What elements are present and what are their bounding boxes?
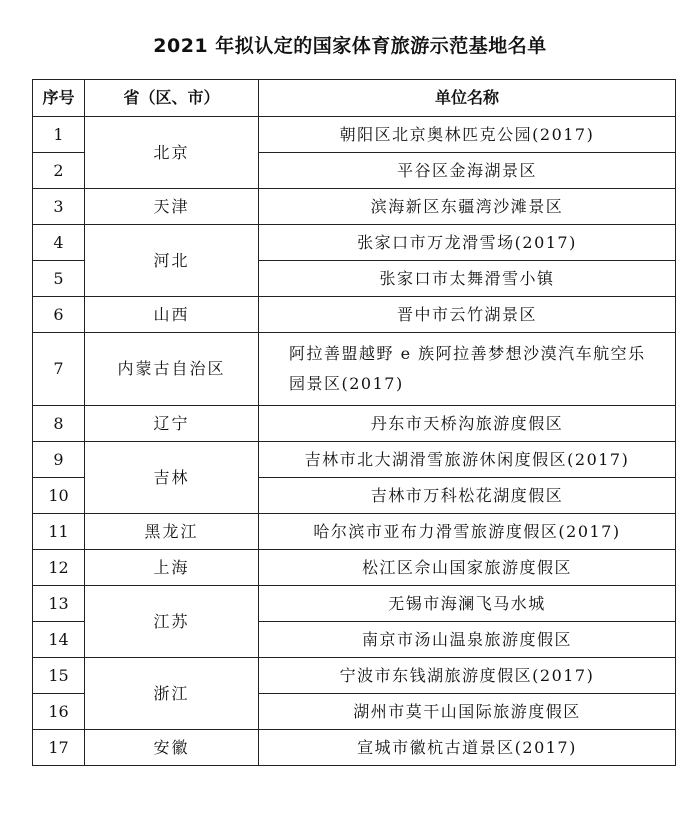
serial-number-cell: 5 — [33, 261, 85, 297]
unit-name-cell: 湖州市莫干山国际旅游度假区 — [259, 694, 676, 730]
serial-number-cell: 9 — [33, 442, 85, 478]
unit-name-cell: 南京市汤山温泉旅游度假区 — [259, 622, 676, 658]
unit-name-cell: 松江区佘山国家旅游度假区 — [259, 550, 676, 586]
table-row — [33, 658, 676, 694]
province-cell: 上海 — [85, 550, 259, 586]
table-row — [33, 333, 676, 406]
table-row — [33, 297, 676, 333]
table-body — [33, 117, 676, 766]
serial-number-cell: 14 — [33, 622, 85, 658]
serial-number-cell: 8 — [33, 406, 85, 442]
serial-number-cell: 2 — [33, 153, 85, 189]
serial-number-cell: 12 — [33, 550, 85, 586]
table-row — [33, 442, 676, 478]
serial-number-cell: 7 — [33, 333, 85, 406]
province-cell: 天津 — [85, 189, 259, 225]
unit-name-cell: 张家口市太舞滑雪小镇 — [259, 261, 676, 297]
serial-number-cell: 4 — [33, 225, 85, 261]
serial-number-cell: 11 — [33, 514, 85, 550]
unit-name-cell: 晋中市云竹湖景区 — [259, 297, 676, 333]
serial-number-cell: 13 — [33, 586, 85, 622]
table-row — [33, 550, 676, 586]
province-cell: 吉林 — [85, 442, 259, 514]
unit-name-cell: 宁波市东钱湖旅游度假区(2017) — [259, 658, 676, 694]
table-row — [33, 225, 676, 261]
serial-number-cell: 3 — [33, 189, 85, 225]
header-province: 省（区、市） — [85, 80, 259, 117]
table-row — [33, 117, 676, 153]
unit-name-cell: 朝阳区北京奥林匹克公园(2017) — [259, 117, 676, 153]
province-cell: 浙江 — [85, 658, 259, 730]
page-title: 2021 年拟认定的国家体育旅游示范基地名单 — [153, 35, 547, 57]
table-row — [33, 730, 676, 766]
serial-number-cell: 15 — [33, 658, 85, 694]
province-cell: 黑龙江 — [85, 514, 259, 550]
table-row — [33, 189, 676, 225]
base-list-table — [32, 79, 676, 766]
table-row — [33, 514, 676, 550]
table-row — [33, 586, 676, 622]
unit-name-cell: 吉林市北大湖滑雪旅游休闲度假区(2017) — [259, 442, 676, 478]
province-cell: 安徽 — [85, 730, 259, 766]
unit-name-cell: 平谷区金海湖景区 — [259, 153, 676, 189]
province-cell: 内蒙古自治区 — [85, 333, 259, 406]
serial-number-cell: 17 — [33, 730, 85, 766]
header-serial-number: 序号 — [33, 80, 85, 117]
serial-number-cell: 6 — [33, 297, 85, 333]
unit-name-cell: 张家口市万龙滑雪场(2017) — [259, 225, 676, 261]
serial-number-cell: 16 — [33, 694, 85, 730]
unit-name-cell: 丹东市天桥沟旅游度假区 — [259, 406, 676, 442]
unit-name-cell: 无锡市海澜飞马水城 — [259, 586, 676, 622]
province-cell: 北京 — [85, 117, 259, 189]
province-cell: 江苏 — [85, 586, 259, 658]
unit-name-cell: 宣城市徽杭古道景区(2017) — [259, 730, 676, 766]
province-cell: 辽宁 — [85, 406, 259, 442]
serial-number-cell: 10 — [33, 478, 85, 514]
unit-name-cell: 滨海新区东疆湾沙滩景区 — [259, 189, 676, 225]
unit-name-cell: 哈尔滨市亚布力滑雪旅游度假区(2017) — [259, 514, 676, 550]
province-cell: 河北 — [85, 225, 259, 297]
table-header-row — [33, 80, 676, 117]
serial-number-cell: 1 — [33, 117, 85, 153]
province-cell: 山西 — [85, 297, 259, 333]
table-row — [33, 406, 676, 442]
header-unit-name: 单位名称 — [259, 80, 676, 117]
unit-name-cell: 吉林市万科松花湖度假区 — [259, 478, 676, 514]
unit-name-cell: 阿拉善盟越野 e 族阿拉善梦想沙漠汽车航空乐园景区(2017) — [259, 333, 676, 406]
